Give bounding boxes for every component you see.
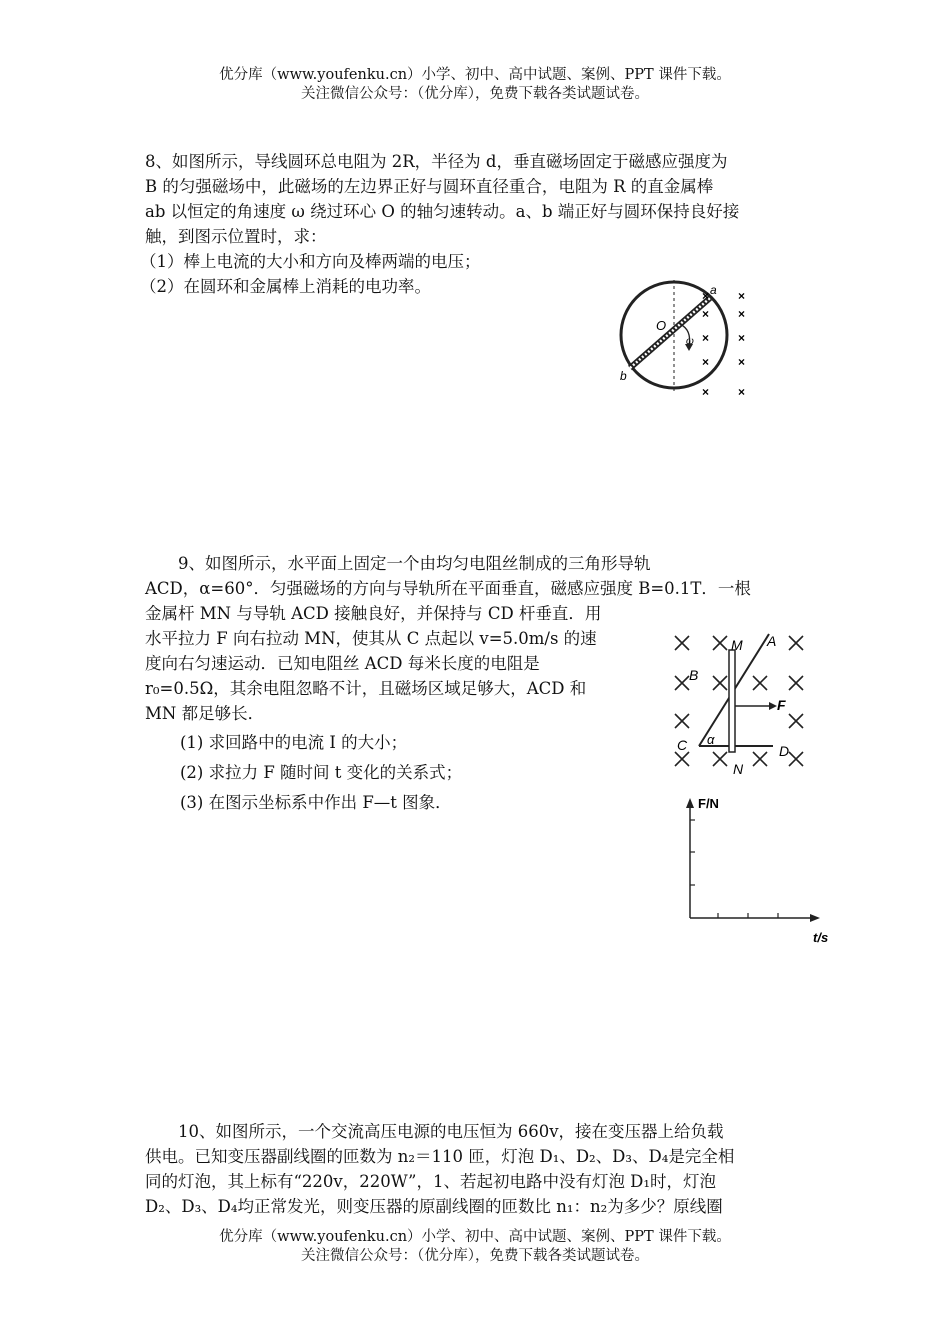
q8-line-6: （2）在圆环和金属棒上消耗的电功率。 <box>140 277 431 296</box>
footer-line-1: 优分库（www.youfenku.cn）小学、初中、高中试题、案例、PPT 课件下载。 <box>219 1229 731 1245</box>
q10-line-2: 供电。已知变压器副线圈的匝数为 n₂＝110 匝，灯泡 D₁、D₂、D₃、D₄是完全相 <box>145 1147 735 1166</box>
y-axis-label: F/N <box>698 796 719 811</box>
page-header <box>0 66 950 104</box>
x-axis-label: t/s <box>813 930 829 945</box>
header-line-1: 优分库（www.youfenku.cn）小学、初中、高中试题、案例、PPT 课件下载。 <box>219 67 731 83</box>
force-arrowhead <box>769 702 777 710</box>
q9-line-6: r₀=0.5Ω，其余电阻忽略不计，且磁场区域足够大，ACD 和 <box>145 679 587 698</box>
q9-line-3: 金属杆 MN 与导轨 ACD 接触良好，并保持与 CD 杆垂直．用 <box>145 604 602 623</box>
q9-part-3: (3) 在图示坐标系中作出 F—t 图象． <box>180 793 452 812</box>
label-o: O <box>656 318 667 333</box>
field-mark: × <box>702 331 710 345</box>
label-omega: ω <box>686 336 694 347</box>
label-c: C <box>677 737 688 753</box>
field-mark: × <box>738 385 746 399</box>
label-m: M <box>731 637 743 653</box>
label-f: F <box>777 697 786 713</box>
q10-line-3: 同的灯泡，其上标有“220v，220W”，1、若起初电路中没有灯泡 D₁时，灯泡 <box>145 1172 717 1191</box>
field-mark: × <box>738 289 746 303</box>
q8-line-5: （1）棒上电流的大小和方向及棒两端的电压； <box>140 252 481 271</box>
label-d: D <box>779 743 790 759</box>
label-a: a <box>710 283 717 297</box>
label-n: N <box>733 761 744 777</box>
rod-mn <box>729 650 735 752</box>
label-a: A <box>767 633 777 649</box>
page-footer <box>0 1228 950 1266</box>
q9-line-1: 9、如图所示，水平面上固定一个由均匀电阻丝制成的三角形导轨 <box>178 554 651 573</box>
field-mark: × <box>702 385 710 399</box>
field-mark: × <box>702 355 710 369</box>
field-mark: × <box>738 355 746 369</box>
label-alpha: α <box>707 732 715 747</box>
q9-ft-graph <box>670 790 840 950</box>
q8-ring-figure <box>610 278 770 408</box>
q8-line-3: ab 以恒定的角速度 ω 绕过环心 O 的轴匀速转动。a、b 端正好与圆环保持良好接 <box>145 202 740 221</box>
q9-part-2: (2) 求拉力 F 随时间 t 变化的关系式； <box>180 763 463 782</box>
q8-line-1: 8、如图所示，导线圆环总电阻为 2R，半径为 d，垂直磁场固定于磁感应强度为 <box>145 152 728 171</box>
q10-line-4: D₂、D₃、D₄均正常发光，则变压器的原副线圈的匝数比 n₁：n₂为多少？原线圈 <box>145 1197 723 1216</box>
q9-line-5: 度向右匀速运动．已知电阻丝 ACD 每米长度的电阻是 <box>145 654 540 673</box>
field-mark: × <box>702 289 710 303</box>
header-line-2: 关注微信公众号：（优分库），免费下载各类试题试卷。 <box>301 86 649 102</box>
q10-line-1: 10、如图所示，一个交流高压电源的电压恒为 660v，接在变压器上给负载 <box>178 1122 724 1141</box>
field-mark: × <box>702 307 710 321</box>
q8-line-4: 触，到图示位置时，求： <box>145 227 327 246</box>
x-axis-arrow <box>810 914 820 922</box>
footer-line-2: 关注微信公众号：（优分库），免费下载各类试题试卷。 <box>301 1248 649 1264</box>
label-b: B <box>689 667 699 683</box>
field-mark: × <box>738 331 746 345</box>
field-mark: × <box>738 307 746 321</box>
q8-line-2: B 的匀强磁场中，此磁场的左边界正好与圆环直径重合，电阻为 R 的直金属棒 <box>145 177 714 196</box>
q9-line-4: 水平拉力 F 向右拉动 MN，使其从 C 点起以 v=5.0m/s 的速 <box>145 629 597 648</box>
q9-line-7: MN 都足够长． <box>145 704 265 723</box>
q9-rail-figure <box>665 628 815 778</box>
label-b: b <box>620 369 627 383</box>
y-axis-arrow <box>686 798 694 808</box>
q9-line-2: ACD，α=60°．匀强磁场的方向与导轨所在平面垂直，磁感应强度 B=0.1T．一根 <box>145 579 751 598</box>
q9-part-1: (1) 求回路中的电流 I 的大小； <box>180 733 408 752</box>
